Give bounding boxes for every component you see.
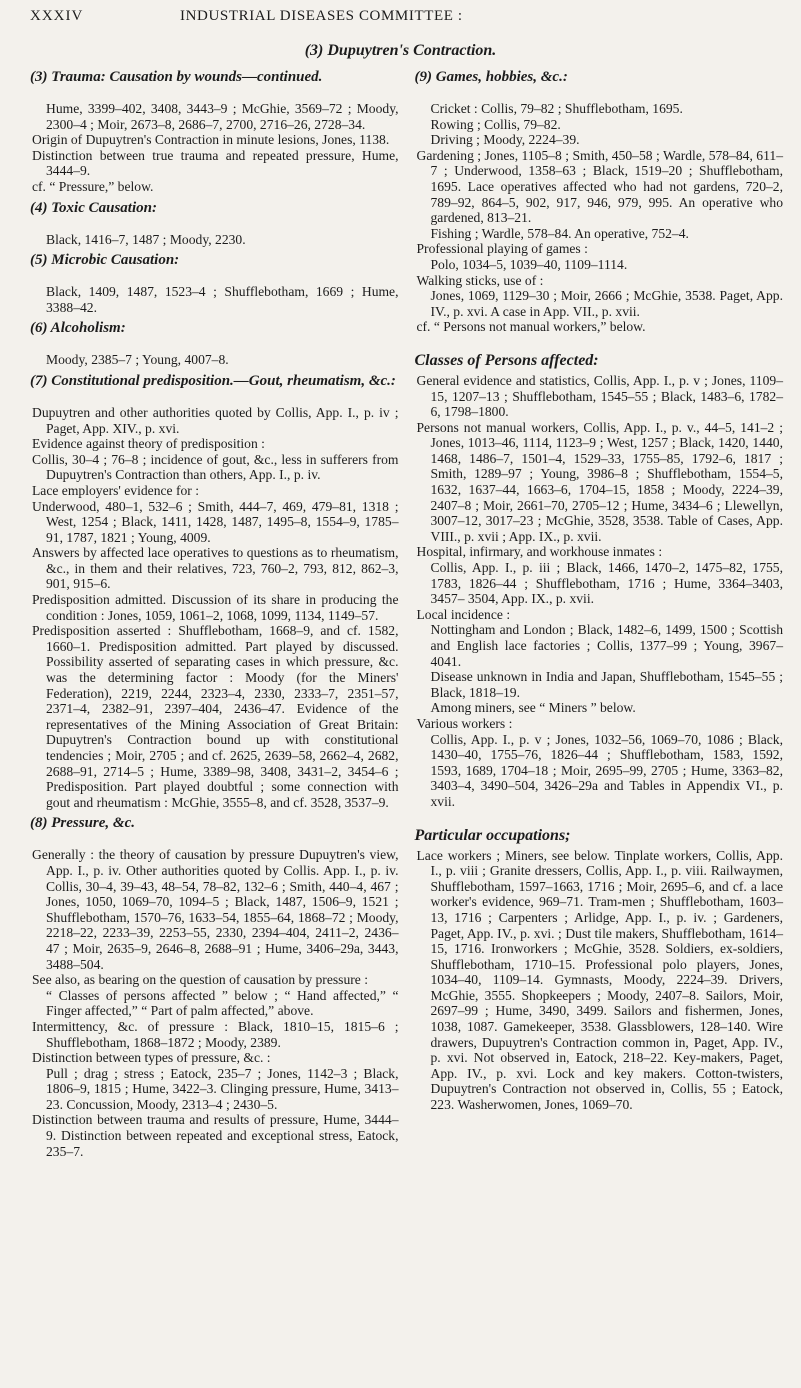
index-entry: Predisposition asserted : Shufflebotham, 1668–9, and cf. 1582, 1660–1. Predisposition admitted. Part played by discussed. Possibility asserted of separating cases in which pressure, &c. was the determining factor : Moody (for the Miners' Federation), 2219, 2244, 2323–4, 2330, 2333–7, 2351–57, 2371–4, 2382–91, 2397–404, 2436–47. Evidence of the representatives of the Mining Association of Great Britain: Dupuytren's Contraction bound up with constitutional tendencies ; Moir, 2705 ; and cf. 2625, 2639–58, 2662–4, 2682, 2688–91, 2714–5 ; Hume, 3389–98, 3408, 3431–2, 3454–6 ; Predisposition. Part played doubtful ; some connection with gout and rheumatism : McGhie, 3555–8, and cf. 3528, 3537–9. <box>32 623 399 810</box>
index-entry: Hume, 3399–402, 3408, 3443–9 ; McGhie, 3569–72 ; Moody, 2300–4 ; Moir, 2673–8, 2686–7, 2700, 2716–26, 2728–34. <box>46 101 399 132</box>
index-heading: (9) Games, hobbies, &c.: <box>414 69 568 85</box>
index-entry: Distinction between true trauma and repeated pressure, Hume, 3444–9. <box>32 147 399 179</box>
index-entry: Lace workers ; Miners, see below. Tinplate workers, Collis, App. I., p. viii ; Granite dressers, Collis, App. I., p. viii. Railwaymen, Shufflebotham, 1597–1663, 1716 ; Moir, 2695–6, and cf. a lace worker's evidence, 969–71. Tram-men ; Shufflebotham, 1603–13, 1716 ; Carpenters ; Arlidge, App. I., p. iv. ; Gardeners, Paget, App. IV., p. xvi. ; Dust tile makers, Shufflebotham, 1614–15, 1716. Ironworkers ; McGhie, 3528. Soldiers, ex-soldiers, Shufflebotham, 1710–15. Professional polo players, Jones, 1034–40, 1109–14. Gymnasts, Moody, 2224–39. Drivers, McGhie, 3555. Shopkeepers ; Moody, 2407–8. Sailors, Moir, 2697–99 ; Hume, 3490, 3499. Sailors and fishermen, Jones, 1038, 1087. Gamekeeper, 3538. Glassblowers, 128–140. Wire drawers, Dupuytren's Contraction common in, Paget, App. IV., p. xvi. Not observed in, Eatock, 218–22. Key-makers, Paget, App. IV., p. xvi. Lock and key makers. Cotton-twisters, Dupuytren's Contraction not observed in, Collis, 55 ; Eatock, 223. Washerwomen, Jones, 1069–70. <box>416 847 783 1113</box>
index-heading: Classes of Persons affected: <box>414 351 599 369</box>
index-entry: Evidence against theory of predisposition : <box>32 436 265 452</box>
index-entry: Pull ; drag ; stress ; Eatock, 235–7 ; Jones, 1142–3 ; Black, 1806–9, 1815 ; Hume, 3422–3. Clinging pressure, Hume, 3413–23. Concussion, Moody, 2313–4 ; 2430–5. <box>46 1065 399 1112</box>
index-entry: Rowing ; Collis, 79–82. <box>430 116 561 132</box>
index-entry: Polo, 1034–5, 1039–40, 1109–1114. <box>430 256 628 272</box>
index-entry: Cricket : Collis, 79–82 ; Shufflebotham, 1695. <box>430 101 683 116</box>
right-column <box>415 64 784 1159</box>
index-entry: Disease unknown in India and Japan, Shufflebotham, 1545–55 ; Black, 1818–19. <box>430 669 783 700</box>
index-entry: Underwood, 480–1, 532–6 ; Smith, 444–7, 469, 479–81, 1318 ; West, 1254 ; Black, 1411, 1428, 1487, 1495–8, 1554–9, 1785–91, 1787, 1821 ; Young, 4009. <box>32 498 399 545</box>
index-entry: Walking sticks, use of : <box>416 272 544 288</box>
index-entry: Black, 1409, 1487, 1523–4 ; Shufflebotham, 1669 ; Hume, 3388–42. <box>46 284 399 315</box>
index-entry: Fishing ; Wardle, 578–84. An operative, 752–4. <box>430 225 689 241</box>
index-entry: Hospital, infirmary, and workhouse inmates : <box>416 544 663 560</box>
index-entry: Generally : the theory of causation by pressure Dupuytren's view, App. I., p. iv. Other authorities quoted by Collis. App. I., p. iv. Collis, 30–4, 39–43, 48–54, 78–82, 132–6 ; Smith, 440–4, 467 ; Jones, 1050, 1069–70, 1094–5 ; Black, 1487, 1506–9, 1521 ; Shufflebotham, 1570–76, 1633–54, 1855–64, 1868–72 ; Moody, 2218–22, 2233–39, 2253–55, 2330, 2394–404, 2411–2, 2436–47 ; Moir, 2635–9, 2646–8, 2688–91 ; Hume, 3406–29a, 3443, 3488–504. <box>32 847 399 972</box>
index-entry: Local incidence : <box>416 606 511 622</box>
index-heading: Particular occupations; <box>414 826 571 844</box>
index-heading: (3) Trauma: Causation by wounds—continued. <box>30 69 323 85</box>
index-entry: Collis, App. I., p. v ; Jones, 1032–56, 1069–70, 1086 ; Black, 1430–40, 1755–76, 1826–44 ; Shufflebotham, 1583, 1592, 1593, 1689, 1704–18 ; Moir, 2695–99, 2705 ; Hume, 3363–82, 3403–4, 3490–504, 3426–29a and Tables in Appendix VI., p. xvii. <box>430 731 783 809</box>
index-entry: Distinction between trauma and results of pressure, Hume, 3444–9. Distinction between repeated and exceptional stress, Eatock, 235–7. <box>32 1112 399 1159</box>
index-heading: (5) Microbic Causation: <box>30 252 180 269</box>
index-entry: General evidence and statistics, Collis, App. I., p. v ; Jones, 1109–15, 1207–13 ; Shufflebotham, 1545–55 ; Black, 1483–6, 1782–6, 1798–1800. <box>416 372 783 420</box>
index-entry: Persons not manual workers, Collis, App. I., p. v., 44–5, 141–2 ; Jones, 1013–46, 1114, 1123–9 ; West, 1257 ; Black, 1420, 1440, 1468, 1486–7, 1501–4, 1529–33, 1755–85, 1792–6, 1817 ; Smith, 1289–97 ; Young, 3986–8 ; Shufflebotham, 1554–5, 1632, 1637–44, 1663–6, 1704–15, 1858 ; Moody, 2224–39, 2407–8 ; Moir, 2661–70, 2705–12 ; Hume, 3434–6 ; Llewellyn, 3007–12, 3017–23 ; McGhie, 3528, 3538. Table of Cases, App. VIII., p. xvii ; App. IX., p. xvii. <box>416 419 783 544</box>
index-entry: Driving ; Moody, 2224–39. <box>430 132 580 148</box>
index-entry: Gardening ; Jones, 1105–8 ; Smith, 450–58 ; Wardle, 578–84, 611–7 ; Underwood, 1358–63 ; Black, 1519–20 ; Shufflebotham, 1695. Lace operatives affected who had not gardens, 720–2, 789–92, 864–5, 902, 917, 946, 979, 995. An operative who gardened, 813–21. <box>416 147 783 226</box>
index-entry: Origin of Dupuytren's Contraction in minute lesions, Jones, 1138. <box>32 132 390 148</box>
index-entry: cf. “ Persons not manual workers,” below. <box>416 319 646 335</box>
index-entry: Jones, 1069, 1129–30 ; Moir, 2666 ; McGhie, 3538. Paget, App. IV., p. xvi. A case in App. VII., p. xvii. <box>430 288 783 319</box>
index-entry: Professional playing of games : <box>416 241 588 257</box>
index-entry: Various workers : <box>416 715 513 731</box>
index-entry: Among miners, see “ Miners ” below. <box>430 700 636 716</box>
index-entry: Collis, 30–4 ; 76–8 ; incidence of gout, &c., less in sufferers from Dupuytren's Contraction than others, App. I., p. iv. <box>32 451 399 483</box>
index-entry: Intermittency, &c. of pressure : Black, 1810–15, 1815–6 ; Shufflebotham, 1868–1872 ; Moody, 2389. <box>32 1018 399 1050</box>
left-column <box>30 64 399 1159</box>
index-heading: (4) Toxic Causation: <box>30 199 157 216</box>
running-title: INDUSTRIAL DISEASES COMMITTEE : <box>180 8 463 24</box>
index-entry: See also, as bearing on the question of causation by pressure : <box>32 972 368 988</box>
index-columns <box>30 64 783 1159</box>
index-entry: Distinction between types of pressure, &c. : <box>32 1050 271 1066</box>
index-entry: Collis, App. I., p. iii ; Black, 1466, 1470–2, 1475–82, 1755, 1783, 1826–44 ; Shufflebotham, 1716 ; Hume, 3364–3403, 3457– 3504, App. IX., p. xvii. <box>430 560 783 607</box>
section-title: (3) Dupuytren's Contraction. <box>304 42 497 59</box>
running-head <box>30 8 783 28</box>
index-heading: (7) Constitutional predisposition.—Gout, rheumatism, &c.: <box>30 372 396 389</box>
index-entry: Nottingham and London ; Black, 1482–6, 1499, 1500 ; Scottish and English lace factories ; Collis, 1377–99 ; Young, 3967–4041. <box>430 622 783 669</box>
index-entry: Lace employers' evidence for : <box>32 482 200 498</box>
index-entry: “ Classes of persons affected ” below ; “ Hand affected,” “ Finger affected,” “ Part of palm affected,” above. <box>46 987 399 1019</box>
index-heading: (6) Alcoholism: <box>30 320 126 337</box>
index-entry: Moody, 2385–7 ; Young, 4007–8. <box>46 352 229 368</box>
index-entry: Black, 1416–7, 1487 ; Moody, 2230. <box>46 231 246 247</box>
index-entry: Answers by affected lace operatives to questions as to rheumatism, &c., in them and their relatives, 723, 760–2, 793, 812, 862–3, 901, 915–6. <box>32 545 399 592</box>
index-entry: cf. “ Pressure,” below. <box>32 178 154 194</box>
index-entry: Predisposition admitted. Discussion of its share in producing the condition : Jones, 1059, 1061–2, 1068, 1099, 1134, 1149–57. <box>32 592 399 623</box>
page-number: XXXIV <box>30 8 84 24</box>
index-entry: Dupuytren and other authorities quoted by Collis, App. I., p. iv ; Paget, App. XIV., p. xvi. <box>32 404 399 436</box>
index-heading: (8) Pressure, &c. <box>30 815 135 832</box>
